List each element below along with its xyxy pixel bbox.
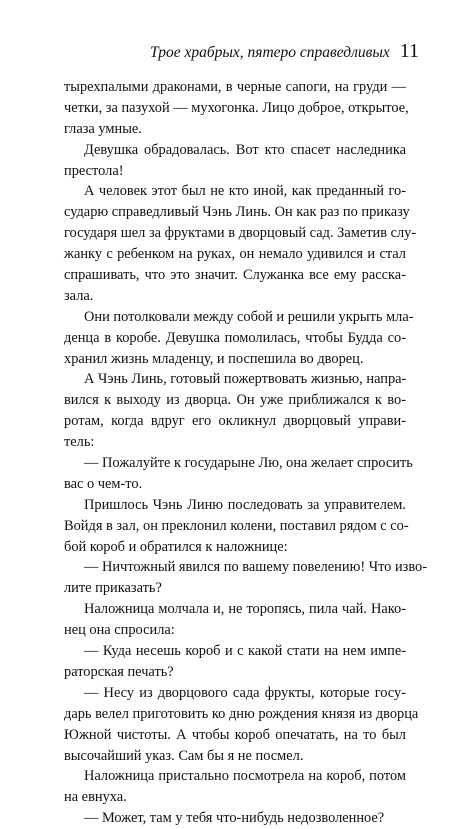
paragraph [64, 808, 406, 829]
text-line: хранил жизнь младенцу, и поспешила во дворец. [64, 350, 364, 367]
text-line: тырехпалыми драконами, в черные сапоги, на груди — [64, 79, 406, 95]
text-line: нец она спросила: [64, 622, 175, 639]
paragraph [64, 599, 406, 641]
text-line: — Куда несешь короб и с какой стати на нем импе- [84, 643, 406, 660]
text-line: лите приказать? [64, 580, 162, 597]
paragraph [64, 307, 414, 370]
text-line: вас о чем-то. [64, 475, 143, 492]
paragraph [64, 766, 406, 808]
text-line: Пришлось Чэнь Линю последовать за управителем. [84, 496, 406, 513]
paragraph [64, 557, 428, 599]
text-line: сударю справедливый Чэнь Линь. Он как раз по приказу [64, 204, 410, 221]
paragraph [64, 495, 409, 558]
text-line: дарь велел приготовить ко дню рождения князя из дворца [64, 705, 419, 722]
text-line: — Может, там у тебя что-нибудь недозволенное? [84, 810, 385, 827]
paragraph [64, 140, 406, 182]
text-line: Наложница пристально посмотрела на короб, потом [84, 768, 406, 785]
text-line: денца в коробе. Девушка помолилась, чтобы Будда со- [64, 329, 406, 346]
text-line: А Чэнь Линь, готовый пожертвовать жизнью, напра- [84, 371, 407, 388]
text-line: раторская печать? [64, 663, 174, 680]
text-line: высочайший указ. Сам бы я не посмел. [64, 747, 304, 764]
text-line: четки, за пазухой — мухогонка. Лицо доброе, открытое, [64, 99, 409, 116]
paragraph [64, 683, 419, 767]
text-line: ротам, когда вдруг его окликнул дворцовый управи- [64, 413, 406, 430]
text-line: бой короб и обратился к наложнице: [64, 538, 288, 555]
page-number: 11 [399, 40, 419, 62]
text-line: Наложница молчала и, не торопясь, пила чай. Нако- [84, 601, 406, 618]
running-head [150, 40, 419, 63]
text-line: А человек этот был не кто иной, как преданный го- [84, 183, 406, 200]
text-line: — Ничтожный явился по вашему повелению! Что изво- [84, 559, 428, 576]
text-line: зала. [64, 287, 94, 304]
text-line: спрашивать, что это значит. Служанка все ему расска- [64, 267, 406, 284]
text-line: Войдя в зал, он преклонил колени, поставил рядом с со- [64, 517, 409, 534]
running-head-title: Трое храбрых, пятеро справедливых [149, 44, 390, 61]
text-line: государя шел за фруктами в дворцовый сад. Заметив слу- [64, 225, 417, 242]
text-line: — Пожалуйте к государыне Лю, она желает спросить [84, 455, 413, 472]
paragraph [64, 369, 406, 453]
paragraph [64, 641, 406, 683]
text-line: жанку с ребенком на руках, он немало удивился и стал [64, 246, 406, 263]
paragraph [64, 77, 409, 140]
text-line: престола! [64, 162, 124, 179]
paragraph [64, 181, 417, 306]
paragraph [64, 453, 413, 495]
text-line: Девушка обрадовалась. Вот кто спасет наследника [84, 141, 406, 158]
text-line: Они потолковали между собой и решили укрыть мла- [84, 308, 414, 325]
text-line: на евнуха. [64, 789, 127, 806]
text-line: глаза умные. [64, 120, 142, 137]
body-text [64, 77, 428, 829]
text-line: Южной чистоты. А чтобы короб опечатать, на то был [64, 726, 406, 743]
text-line: тель: [64, 434, 95, 451]
text-line: — Несу из дворцового сада фрукты, которые госу- [84, 684, 406, 701]
text-line: вился к выходу из дворца. Он уже приближался к во- [64, 392, 406, 409]
